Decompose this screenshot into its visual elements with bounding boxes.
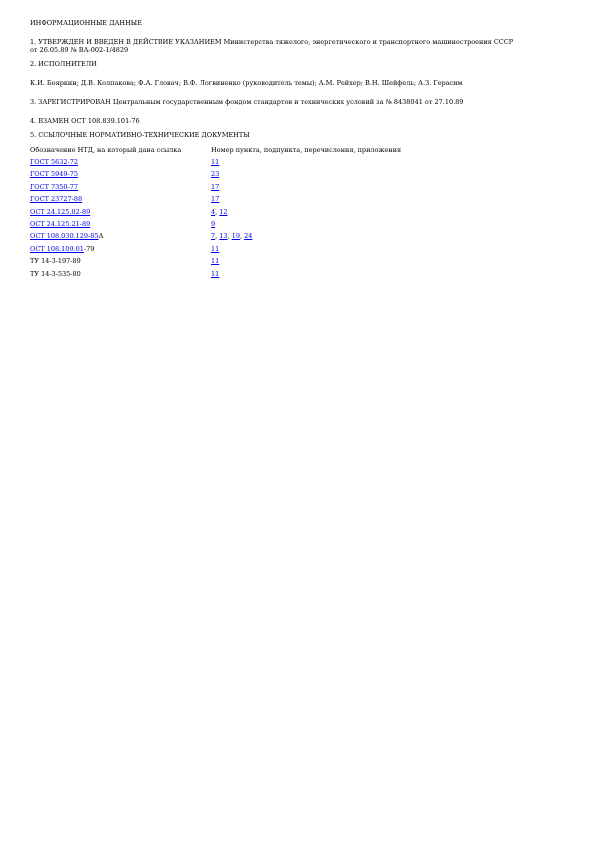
doc-designation-cell xyxy=(30,158,211,170)
item-separator: , xyxy=(215,232,220,241)
item-numbers-cell xyxy=(211,158,401,170)
section-4-text: 4. ВЗАМЕН ОСТ 108.839.101-76 xyxy=(30,117,140,125)
item-numbers-cell xyxy=(211,245,401,257)
references-table xyxy=(30,146,401,282)
header-doc-designation: Обозначение НТД, на который дана ссылка xyxy=(30,146,182,154)
item-numbers-cell xyxy=(211,220,401,232)
doc-designation-link[interactable]: ГОСТ 23727-88 xyxy=(30,195,83,204)
doc-designation-cell xyxy=(30,245,211,257)
table-row xyxy=(30,232,401,244)
section-5-title: 5. ССЫЛОЧНЫЕ НОРМАТИВНО-ТЕХНИЧЕСКИЕ ДОКУМЕНТЫ xyxy=(30,131,250,139)
doc-designation-cell xyxy=(30,195,211,207)
doc-designation-link[interactable]: ГОСТ 5632-72 xyxy=(30,158,79,166)
item-number-link[interactable]: 7 xyxy=(211,232,216,241)
table-row xyxy=(30,208,401,220)
doc-designation-cell xyxy=(30,170,211,182)
doc-designation-link[interactable]: ГОСТ 5949-75 xyxy=(30,170,79,179)
table-row xyxy=(30,195,401,207)
doc-designation-link[interactable]: ОСТ 24.125.02-89 xyxy=(30,207,91,216)
item-separator: , xyxy=(215,207,220,216)
doc-designation-cell xyxy=(30,183,211,195)
table-row xyxy=(30,245,401,257)
table-row xyxy=(30,220,401,232)
document-page xyxy=(30,19,566,282)
item-number-link[interactable]: 9 xyxy=(211,219,216,228)
doc-designation-cell xyxy=(30,232,211,244)
item-number-link[interactable]: 12 xyxy=(219,207,228,216)
doc-designation-cell xyxy=(30,208,211,220)
doc-designation-cell xyxy=(30,257,211,269)
doc-designation-link[interactable]: ОСТ 108.109.01 xyxy=(30,244,84,253)
item-numbers-cell xyxy=(211,183,401,195)
section-1-line-2: от 26.05.89 № ВА-002-1/4829 xyxy=(30,46,129,54)
section-2-text: К.И. Бояркин; Д.В. Колпакова; Ф.А. Гловач; В.Ф. Логвиненко (руководитель темы); А.М. Рейхер; В.Н. Шейфель; А.З. Герасим xyxy=(30,79,463,87)
document-title: ИНФОРМАЦИОННЫЕ ДАННЫЕ xyxy=(30,19,142,27)
item-numbers-cell xyxy=(211,170,401,182)
item-number-link[interactable]: 4 xyxy=(211,207,216,216)
item-numbers-cell xyxy=(211,208,401,220)
item-number-link[interactable]: 11 xyxy=(211,244,220,253)
item-numbers-cell xyxy=(211,257,401,269)
doc-designation-link[interactable]: ОСТ 24.125.21-89 xyxy=(30,219,91,228)
doc-designation-text: ТУ 14-3-535-80 xyxy=(30,269,81,278)
references-table-body xyxy=(30,158,401,282)
doc-designation-suffix: А xyxy=(98,232,104,241)
doc-designation-text: ТУ 14-3-197-89 xyxy=(30,257,81,266)
item-number-link[interactable]: 19 xyxy=(231,232,240,241)
item-numbers-cell xyxy=(211,270,401,282)
item-number-link[interactable]: 11 xyxy=(211,158,220,166)
item-separator: , xyxy=(227,232,232,241)
doc-designation-link[interactable]: ОСТ 108.030.129-85 xyxy=(30,232,99,241)
table-row xyxy=(30,257,401,269)
item-number-link[interactable]: 17 xyxy=(211,195,220,204)
doc-designation-cell xyxy=(30,270,211,282)
table-header-row xyxy=(30,146,401,158)
doc-designation-suffix: -79 xyxy=(83,244,95,253)
item-number-link[interactable]: 17 xyxy=(211,182,220,191)
section-1-line-1: 1. УТВЕРЖДЕН И ВВЕДЕН В ДЕЙСТВИЕ УКАЗАНИЕМ Министерства тяжелого, энергетического и транспортного машиностроения СССР xyxy=(30,38,514,46)
table-row xyxy=(30,158,401,170)
header-item-numbers: Номер пункта, подпункта, перечисления, приложения xyxy=(211,146,402,154)
doc-designation-link[interactable]: ГОСТ 7350-77 xyxy=(30,182,79,191)
item-numbers-cell xyxy=(211,195,401,207)
item-number-link[interactable]: 13 xyxy=(219,232,228,241)
item-number-link[interactable]: 11 xyxy=(211,257,220,266)
doc-designation-cell xyxy=(30,220,211,232)
section-2-title: 2. ИСПОЛНИТЕЛИ xyxy=(30,60,97,68)
table-row xyxy=(30,170,401,182)
table-row xyxy=(30,270,401,282)
section-3-text: 3. ЗАРЕГИСТРИРОВАН Центральным государственным фондом стандартов и технических условий за № 8438041 от 27.10.89 xyxy=(30,98,464,106)
table-row xyxy=(30,183,401,195)
item-numbers-cell xyxy=(211,232,401,244)
item-number-link[interactable]: 23 xyxy=(211,170,220,179)
item-separator: , xyxy=(239,232,245,241)
item-number-link[interactable]: 24 xyxy=(244,232,253,241)
item-number-link[interactable]: 11 xyxy=(211,269,220,278)
